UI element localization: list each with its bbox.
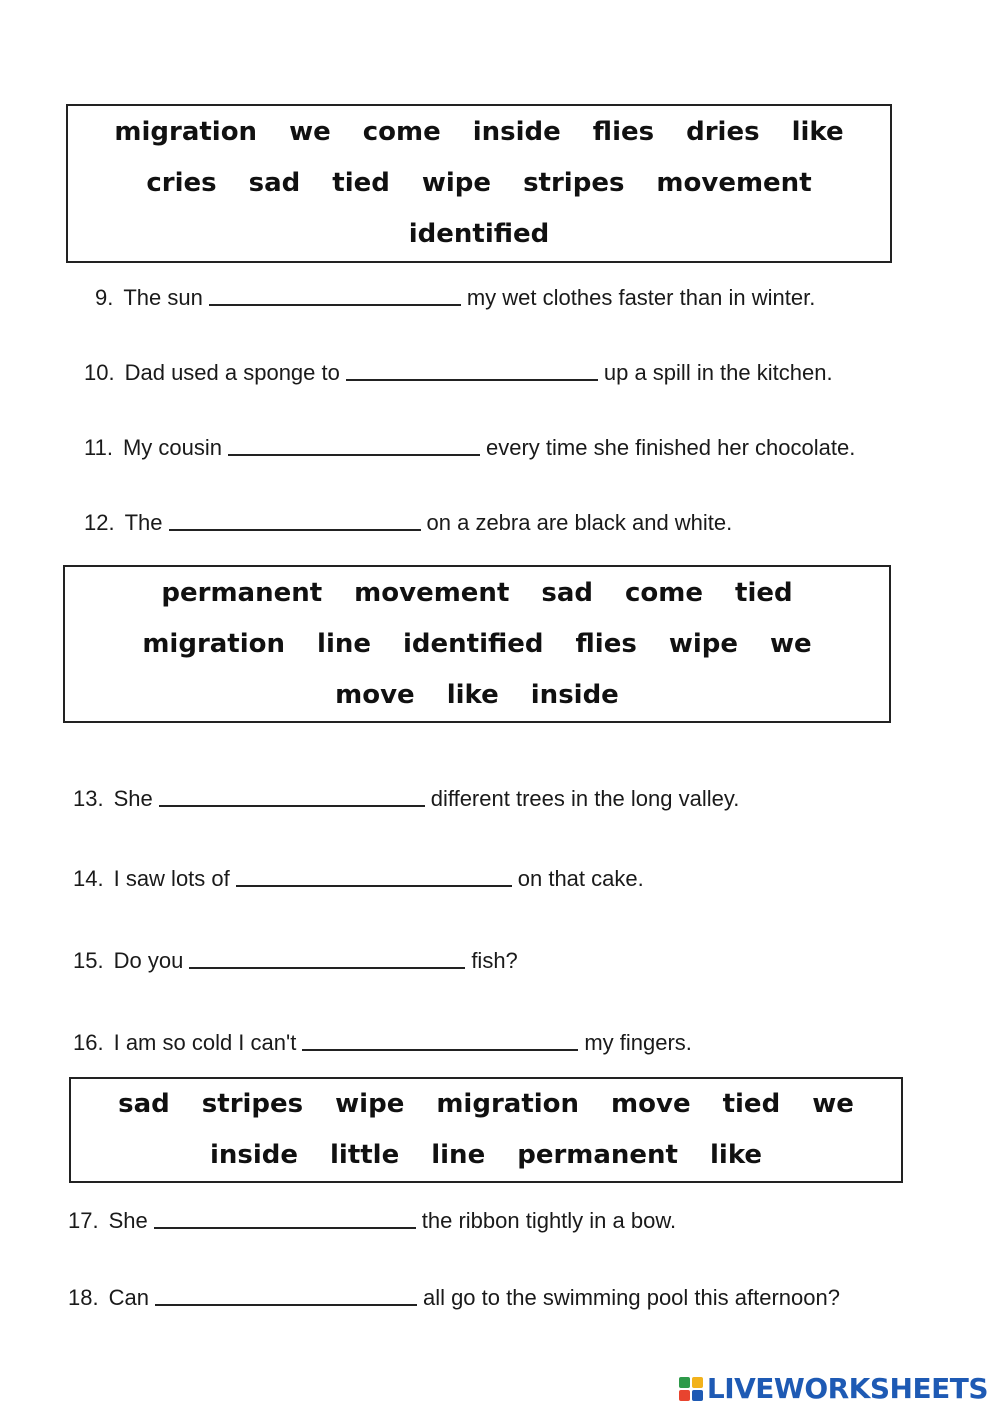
word-bank-word: permanent bbox=[517, 1140, 678, 1170]
question-number: 13. bbox=[73, 786, 104, 811]
word-bank-word: cries bbox=[146, 168, 217, 198]
word-bank-word: tied bbox=[332, 168, 390, 198]
logo-square bbox=[692, 1390, 703, 1401]
answer-blank[interactable] bbox=[159, 805, 425, 807]
question-text-start: The bbox=[124, 510, 163, 535]
word-bank-word: line bbox=[317, 628, 371, 659]
word-bank-word: little bbox=[330, 1140, 400, 1170]
word-bank-word: inside bbox=[209, 1140, 298, 1170]
word-bank-word: line bbox=[431, 1140, 486, 1170]
question-number: 9. bbox=[95, 285, 114, 310]
word-bank-word: come bbox=[362, 117, 441, 147]
question-text-end: on a zebra are black and white. bbox=[426, 510, 733, 535]
liveworksheets-logo-icon bbox=[679, 1377, 703, 1401]
question-text-start: I am so cold I can't bbox=[113, 1030, 297, 1055]
logo-square bbox=[679, 1377, 690, 1388]
liveworksheets-brand[interactable] bbox=[679, 1372, 988, 1405]
word-bank-word: inside bbox=[530, 679, 619, 710]
question-text-start: She bbox=[108, 1208, 148, 1233]
word-bank-word: movement bbox=[354, 577, 510, 608]
word-bank-word: wipe bbox=[421, 168, 492, 198]
word-bank-word: wipe bbox=[668, 628, 739, 659]
word-bank-word: flies bbox=[592, 117, 655, 147]
question-17 bbox=[68, 1204, 676, 1234]
logo-square bbox=[679, 1390, 690, 1401]
word-bank-3 bbox=[69, 1077, 903, 1183]
word-bank-word: permanent bbox=[161, 577, 323, 608]
question-number: 14. bbox=[73, 866, 104, 891]
word-bank-word: stripes bbox=[523, 168, 625, 198]
word-bank-word: identified bbox=[408, 219, 550, 249]
question-12 bbox=[84, 506, 732, 536]
word-bank-word: sad bbox=[118, 1089, 170, 1119]
word-bank-word: flies bbox=[575, 628, 637, 659]
word-bank-word: come bbox=[625, 577, 704, 608]
word-bank-word: move bbox=[611, 1089, 691, 1119]
answer-blank[interactable] bbox=[189, 967, 465, 969]
question-text-end: on that cake. bbox=[517, 866, 644, 891]
question-text-start: Can bbox=[108, 1285, 149, 1310]
word-bank-word: we bbox=[289, 117, 331, 147]
word-bank-word: we bbox=[812, 1089, 854, 1119]
question-text-end: different trees in the long valley. bbox=[430, 786, 740, 811]
question-text-end: my wet clothes faster than in winter. bbox=[466, 285, 816, 310]
question-14 bbox=[73, 862, 644, 892]
word-bank-word: dries bbox=[686, 117, 760, 147]
word-bank-word: migration bbox=[142, 628, 286, 659]
question-text-start: She bbox=[113, 786, 153, 811]
question-9 bbox=[95, 281, 815, 311]
question-number: 16. bbox=[73, 1030, 104, 1055]
answer-blank[interactable] bbox=[346, 379, 598, 381]
word-bank-word: sad bbox=[248, 168, 301, 198]
word-bank-word: sad bbox=[541, 577, 594, 608]
word-bank-1 bbox=[66, 104, 892, 263]
word-bank-word: like bbox=[446, 679, 499, 710]
word-bank-2 bbox=[63, 565, 891, 723]
question-number: 18. bbox=[68, 1285, 99, 1310]
word-bank-word: tied bbox=[735, 577, 793, 608]
word-bank-word: tied bbox=[722, 1089, 781, 1119]
word-bank-word: wipe bbox=[335, 1089, 405, 1119]
question-text-end: all go to the swimming pool this afternoon? bbox=[422, 1285, 840, 1310]
question-number: 12. bbox=[84, 510, 115, 535]
answer-blank[interactable] bbox=[236, 885, 512, 887]
answer-blank[interactable] bbox=[302, 1049, 578, 1051]
question-text-start: Do you bbox=[113, 948, 184, 973]
question-number: 11. bbox=[84, 435, 113, 460]
question-text-start: My cousin bbox=[122, 435, 222, 460]
word-bank-word: like bbox=[791, 117, 844, 147]
brand-name: LIVEWORKSHEETS bbox=[706, 1372, 988, 1405]
question-13 bbox=[73, 782, 739, 812]
question-text-start: The sun bbox=[123, 285, 203, 310]
word-bank-word: like bbox=[710, 1140, 763, 1170]
question-15 bbox=[73, 944, 518, 974]
question-11 bbox=[84, 431, 855, 461]
word-bank-word: migration bbox=[114, 117, 258, 147]
question-number: 15. bbox=[73, 948, 104, 973]
word-bank-word: we bbox=[770, 628, 812, 659]
question-10 bbox=[84, 356, 833, 386]
question-text-end: the ribbon tightly in a bow. bbox=[421, 1208, 677, 1233]
word-bank-word: identified bbox=[403, 628, 544, 659]
answer-blank[interactable] bbox=[228, 454, 480, 456]
word-bank-word: movement bbox=[656, 168, 812, 198]
question-text-end: every time she finished her chocolate. bbox=[486, 435, 856, 460]
logo-square bbox=[692, 1377, 703, 1388]
word-bank-word: move bbox=[335, 679, 415, 710]
answer-blank[interactable] bbox=[155, 1304, 417, 1306]
question-text-end: my fingers. bbox=[584, 1030, 692, 1055]
question-number: 17. bbox=[68, 1208, 99, 1233]
answer-blank[interactable] bbox=[209, 304, 461, 306]
answer-blank[interactable] bbox=[169, 529, 421, 531]
question-18 bbox=[68, 1281, 840, 1311]
word-bank-word: stripes bbox=[201, 1089, 304, 1119]
question-text-start: I saw lots of bbox=[113, 866, 230, 891]
answer-blank[interactable] bbox=[154, 1227, 416, 1229]
word-bank-word: inside bbox=[472, 117, 561, 147]
question-text-end: fish? bbox=[471, 948, 518, 973]
question-16 bbox=[73, 1026, 692, 1056]
question-number: 10. bbox=[84, 360, 115, 385]
word-bank-word: migration bbox=[436, 1089, 580, 1119]
question-text-end: up a spill in the kitchen. bbox=[603, 360, 833, 385]
question-text-start: Dad used a sponge to bbox=[124, 360, 340, 385]
